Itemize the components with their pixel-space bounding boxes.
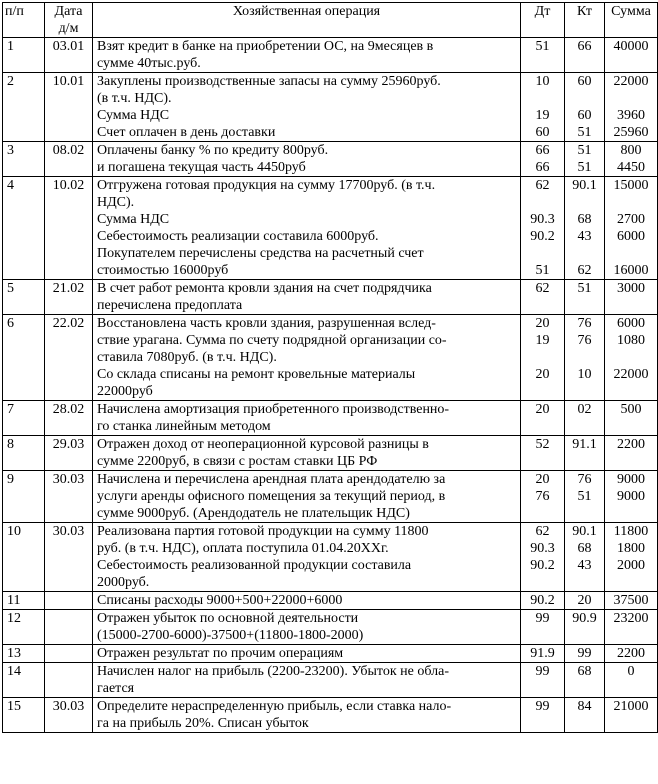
- kt-value: 68: [577, 212, 592, 227]
- row-date: 28.02: [45, 401, 93, 436]
- row-date: [45, 610, 93, 645]
- sum-value: 9000: [617, 472, 645, 487]
- ledger-table: [2, 2, 658, 733]
- row-kt: [565, 315, 605, 401]
- operation-line: Себестоимость реализации составила 6000руб.: [97, 229, 379, 244]
- row-kt: [565, 645, 605, 663]
- table-row: [3, 142, 658, 177]
- table-row: [3, 523, 658, 592]
- row-dt: [521, 38, 565, 73]
- dt-value: 20: [535, 316, 550, 331]
- row-number: 8: [3, 436, 45, 471]
- kt-value: 99: [577, 646, 592, 661]
- kt-value: 91.1: [572, 437, 597, 452]
- row-sum: [605, 401, 658, 436]
- row-kt: [565, 698, 605, 733]
- kt-value: 76: [577, 333, 592, 348]
- row-dt: [521, 698, 565, 733]
- header-row: [3, 3, 658, 38]
- row-kt: [565, 142, 605, 177]
- row-date: 21.02: [45, 280, 93, 315]
- row-date: 30.03: [45, 471, 93, 523]
- sum-value: [607, 194, 655, 211]
- sum-value: 22000: [613, 74, 649, 89]
- header-date-line: Дата: [54, 4, 83, 19]
- row-sum: [605, 592, 658, 610]
- operation-line: Начислена и перечислена арендная плата арендодателю за: [97, 472, 446, 487]
- row-number: 5: [3, 280, 45, 315]
- row-kt: [565, 610, 605, 645]
- sum-value: 2700: [617, 212, 645, 227]
- dt-value: 90.2: [530, 558, 555, 573]
- row-dt: [521, 610, 565, 645]
- row-kt: [565, 38, 605, 73]
- table-row: [3, 280, 658, 315]
- row-dt: [521, 401, 565, 436]
- sum-value: 23200: [613, 611, 649, 626]
- table-row: [3, 315, 658, 401]
- sum-value: 25960: [613, 125, 649, 140]
- row-number: 14: [3, 663, 45, 698]
- kt-value: 10: [577, 367, 592, 382]
- row-sum: [605, 280, 658, 315]
- row-kt: [565, 663, 605, 698]
- header-sum: Сумма: [605, 3, 658, 38]
- row-operation: [93, 142, 521, 177]
- dt-value: 60: [535, 125, 550, 140]
- row-dt: [521, 73, 565, 142]
- kt-value: 51: [577, 160, 592, 175]
- sum-value: 15000: [613, 178, 649, 193]
- row-dt: [521, 663, 565, 698]
- row-operation: [93, 280, 521, 315]
- dt-value: 66: [535, 160, 550, 175]
- operation-line: ствие урагана. Сумма по счету подрядной организации со-: [97, 333, 447, 348]
- sum-value: 37500: [613, 593, 649, 608]
- sum-value: 1800: [617, 541, 645, 556]
- operation-line: Отгружена готовая продукция на сумму 17700руб. (в т.ч.: [97, 178, 436, 193]
- operation-line: Сумма НДС: [97, 108, 170, 123]
- operation-line: Реализована партия готовой продукции на сумму 11800: [97, 524, 429, 539]
- kt-value: [567, 194, 602, 211]
- row-sum: [605, 177, 658, 280]
- dt-value: 99: [535, 699, 550, 714]
- sum-value: [607, 90, 655, 107]
- table-row: [3, 401, 658, 436]
- table-row: [3, 471, 658, 523]
- operation-line: Закуплены производственные запасы на сумму 25960руб.: [97, 74, 441, 89]
- header-kt: Кт: [565, 3, 605, 38]
- kt-value: 90.1: [572, 524, 597, 539]
- operation-line: Оплачены банку % по кредиту 800руб.: [97, 143, 329, 158]
- row-date: 08.02: [45, 142, 93, 177]
- dt-value: 62: [535, 281, 550, 296]
- operation-line: Со склада списаны на ремонт кровельные материалы: [97, 367, 416, 382]
- kt-value: [567, 245, 602, 262]
- operation-line: сумме 9000руб. (Арендодатель не плательщик НДС): [97, 506, 410, 521]
- row-sum: [605, 698, 658, 733]
- sum-value: 2200: [617, 437, 645, 452]
- operation-line: стоимостью 16000руб: [97, 263, 229, 278]
- row-operation: [93, 698, 521, 733]
- dt-value: 99: [535, 664, 550, 679]
- dt-value: 19: [535, 108, 550, 123]
- row-number: 3: [3, 142, 45, 177]
- dt-value: [523, 574, 562, 591]
- row-kt: [565, 471, 605, 523]
- dt-value: 99: [535, 611, 550, 626]
- sum-value: 4450: [617, 160, 645, 175]
- dt-value: 10: [535, 74, 550, 89]
- row-dt: [521, 142, 565, 177]
- kt-value: 62: [577, 263, 592, 278]
- row-date: 29.03: [45, 436, 93, 471]
- operation-line: 22000руб: [97, 384, 153, 399]
- header-num: п/п: [3, 3, 45, 38]
- operation-line: (в т.ч. НДС).: [97, 91, 172, 106]
- operation-line: Отражен убыток по основной деятельности: [97, 611, 359, 626]
- row-kt: [565, 401, 605, 436]
- row-operation: [93, 401, 521, 436]
- table-row: [3, 38, 658, 73]
- dt-value: 20: [535, 402, 550, 417]
- dt-value: 52: [535, 437, 550, 452]
- sum-value: 6000: [617, 229, 645, 244]
- operation-line: Списаны расходы 9000+500+22000+6000: [97, 593, 343, 608]
- row-date: [45, 663, 93, 698]
- dt-value: 90.3: [530, 212, 555, 227]
- operation-line: Отражен доход от неоперационной курсовой разницы в: [97, 437, 429, 452]
- operation-line: услуги аренды офисного помещения за текущий период, в: [97, 489, 446, 504]
- row-number: 6: [3, 315, 45, 401]
- row-operation: [93, 38, 521, 73]
- row-sum: [605, 645, 658, 663]
- row-dt: [521, 280, 565, 315]
- header-dt: Дт: [521, 3, 565, 38]
- row-dt: [521, 315, 565, 401]
- operation-line: Восстановлена часть кровли здания, разрушенная вслед-: [97, 316, 436, 331]
- row-sum: [605, 471, 658, 523]
- row-sum: [605, 663, 658, 698]
- row-date: 10.01: [45, 73, 93, 142]
- row-sum: [605, 436, 658, 471]
- table-row: [3, 436, 658, 471]
- row-operation: [93, 315, 521, 401]
- kt-value: 68: [577, 541, 592, 556]
- operation-line: Себестоимость реализованной продукции составила: [97, 558, 412, 573]
- row-operation: [93, 471, 521, 523]
- row-dt: [521, 471, 565, 523]
- table-row: [3, 177, 658, 280]
- kt-value: 51: [577, 143, 592, 158]
- row-operation: [93, 663, 521, 698]
- kt-value: 51: [577, 281, 592, 296]
- row-sum: [605, 315, 658, 401]
- sum-value: 500: [620, 402, 642, 417]
- table-row: [3, 645, 658, 663]
- header-date-line: д/м: [58, 21, 79, 36]
- dt-value: 90.3: [530, 541, 555, 556]
- dt-value: 76: [535, 489, 550, 504]
- sum-value: 1080: [617, 333, 645, 348]
- row-operation: [93, 73, 521, 142]
- operation-line: (15000-2700-6000)-37500+(11800-1800-2000): [97, 628, 364, 643]
- sum-value: 21000: [613, 699, 649, 714]
- kt-value: 43: [577, 558, 592, 573]
- table-row: [3, 73, 658, 142]
- row-number: 2: [3, 73, 45, 142]
- sum-value: 22000: [613, 367, 649, 382]
- operation-line: сумме 2200руб, в связи с ростам ставки ЦБ РФ: [97, 454, 378, 469]
- sum-value: 9000: [617, 489, 645, 504]
- row-number: 15: [3, 698, 45, 733]
- kt-value: 60: [577, 108, 592, 123]
- row-number: 9: [3, 471, 45, 523]
- kt-value: 66: [577, 39, 592, 54]
- operation-line: ставила 7080руб. (в т.ч. НДС).: [97, 350, 277, 365]
- sum-value: 2000: [617, 558, 645, 573]
- row-sum: [605, 73, 658, 142]
- kt-value: 76: [577, 316, 592, 331]
- row-dt: [521, 645, 565, 663]
- row-sum: [605, 142, 658, 177]
- dt-value: 62: [535, 524, 550, 539]
- row-date: 10.02: [45, 177, 93, 280]
- sum-value: 0: [627, 664, 635, 679]
- kt-value: 90.1: [572, 178, 597, 193]
- operation-line: перечислена предоплата: [97, 298, 243, 313]
- sum-value: [607, 574, 655, 591]
- operation-line: Начислен налог на прибыль (2200-23200). Убыток не обла-: [97, 664, 449, 679]
- kt-value: [567, 383, 602, 400]
- operation-line: 2000руб.: [97, 575, 150, 590]
- table-row: [3, 663, 658, 698]
- row-dt: [521, 592, 565, 610]
- operation-line: В счет работ ремонта кровли здания на счет подрядчика: [97, 281, 432, 296]
- header-operation: Хозяйственная операция: [93, 3, 521, 38]
- operation-line: гается: [97, 681, 135, 696]
- dt-value: 19: [535, 333, 550, 348]
- sum-value: [607, 349, 655, 366]
- sum-value: 2200: [617, 646, 645, 661]
- table-row: [3, 610, 658, 645]
- row-number: 13: [3, 645, 45, 663]
- row-number: 11: [3, 592, 45, 610]
- operation-line: га на прибыль 20%. Списан убыток: [97, 716, 309, 731]
- dt-value: 90.2: [530, 593, 555, 608]
- kt-value: 02: [577, 402, 592, 417]
- ledger-body: [3, 38, 658, 733]
- row-operation: [93, 592, 521, 610]
- kt-value: [567, 349, 602, 366]
- kt-value: 20: [577, 593, 592, 608]
- row-operation: [93, 523, 521, 592]
- operation-line: Определите нераспределенную прибыль, если ставка нало-: [97, 699, 452, 714]
- dt-value: [523, 90, 562, 107]
- row-dt: [521, 177, 565, 280]
- row-kt: [565, 436, 605, 471]
- sum-value: 40000: [613, 39, 649, 54]
- operation-line: Отражен результат по прочим операциям: [97, 646, 344, 661]
- row-date: 03.01: [45, 38, 93, 73]
- row-number: 7: [3, 401, 45, 436]
- kt-value: 68: [577, 664, 592, 679]
- kt-value: 43: [577, 229, 592, 244]
- sum-value: [607, 245, 655, 262]
- row-kt: [565, 523, 605, 592]
- kt-value: 51: [577, 125, 592, 140]
- dt-value: [523, 349, 562, 366]
- operation-line: Начислена амортизация приобретенного производственно-: [97, 402, 450, 417]
- row-date: [45, 645, 93, 663]
- dt-value: 91.9: [530, 646, 555, 661]
- row-number: 4: [3, 177, 45, 280]
- kt-value: 84: [577, 699, 592, 714]
- kt-value: [567, 90, 602, 107]
- operation-line: Взят кредит в банке на приобретении ОС, на 9месяцев в: [97, 39, 434, 54]
- row-sum: [605, 523, 658, 592]
- operation-line: НДС).: [97, 195, 135, 210]
- table-row: [3, 592, 658, 610]
- sum-value: 6000: [617, 316, 645, 331]
- kt-value: [567, 574, 602, 591]
- row-operation: [93, 610, 521, 645]
- kt-value: 76: [577, 472, 592, 487]
- dt-value: [523, 383, 562, 400]
- sum-value: [607, 383, 655, 400]
- operation-line: руб. (в т.ч. НДС), оплата поступила 01.04.20ХХг.: [97, 541, 389, 556]
- row-operation: [93, 645, 521, 663]
- row-sum: [605, 38, 658, 73]
- row-kt: [565, 73, 605, 142]
- dt-value: 90.2: [530, 229, 555, 244]
- row-dt: [521, 436, 565, 471]
- sum-value: 11800: [613, 524, 649, 539]
- operation-line: го станка линейным методом: [97, 419, 271, 434]
- row-kt: [565, 177, 605, 280]
- row-date: [45, 592, 93, 610]
- operation-line: и погашена текущая часть 4450руб: [97, 160, 306, 175]
- dt-value: 62: [535, 178, 550, 193]
- row-operation: [93, 177, 521, 280]
- dt-value: 20: [535, 472, 550, 487]
- row-date: 22.02: [45, 315, 93, 401]
- dt-value: [523, 245, 562, 262]
- dt-value: [523, 194, 562, 211]
- operation-line: сумме 40тыс.руб.: [97, 56, 201, 71]
- dt-value: 20: [535, 367, 550, 382]
- row-sum: [605, 610, 658, 645]
- header-date: [45, 3, 93, 38]
- dt-value: 51: [535, 263, 550, 278]
- operation-line: Сумма НДС: [97, 212, 170, 227]
- dt-value: 66: [535, 143, 550, 158]
- row-date: 30.03: [45, 523, 93, 592]
- sum-value: 3000: [617, 281, 645, 296]
- row-date: 30.03: [45, 698, 93, 733]
- kt-value: 60: [577, 74, 592, 89]
- row-dt: [521, 523, 565, 592]
- row-number: 12: [3, 610, 45, 645]
- kt-value: 90.9: [572, 611, 597, 626]
- table-row: [3, 698, 658, 733]
- sum-value: 16000: [613, 263, 649, 278]
- dt-value: 51: [535, 39, 550, 54]
- kt-value: 51: [577, 489, 592, 504]
- row-operation: [93, 436, 521, 471]
- row-kt: [565, 280, 605, 315]
- sum-value: 800: [620, 143, 642, 158]
- row-number: 1: [3, 38, 45, 73]
- sum-value: 3960: [617, 108, 645, 123]
- row-kt: [565, 592, 605, 610]
- operation-line: Счет оплачен в день доставки: [97, 125, 276, 140]
- operation-line: Покупателем перечислены средства на расчетный счет: [97, 246, 424, 261]
- row-number: 10: [3, 523, 45, 592]
